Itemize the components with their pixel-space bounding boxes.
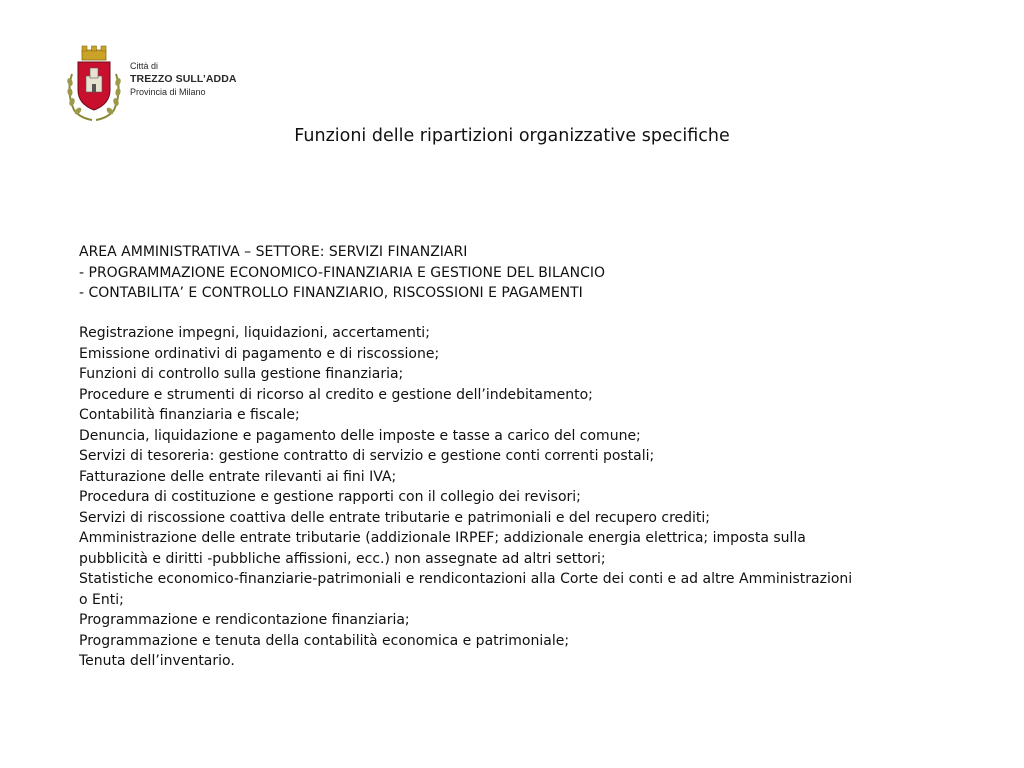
list-item: Contabilità finanziaria e fiscale; bbox=[79, 407, 300, 423]
list-item: Programmazione e rendicontazione finanziaria; bbox=[79, 612, 410, 628]
list-item: pubblicità e diritti -pubbliche affissioni, ecc.) non assegnate ad altri settori; bbox=[79, 550, 606, 567]
list-item: Fatturazione delle entrate rilevanti ai fini IVA; bbox=[79, 468, 397, 485]
list-item: Programmazione e tenuta della contabilità economica e patrimoniale; bbox=[79, 632, 570, 649]
list-item: Servizi di riscossione coattiva delle entrate tributarie e patrimoniali e del recupero crediti; bbox=[79, 509, 710, 526]
section-heading bbox=[79, 242, 605, 304]
logo-city-name: TREZZO SULL’ADDA bbox=[130, 73, 237, 85]
list-item: Emissione ordinativi di pagamento e di riscossione; bbox=[79, 345, 440, 362]
list-item: Tenuta dell’inventario. bbox=[79, 653, 235, 669]
list-item: Procedura di costituzione e gestione rapporti con il collegio dei revisori; bbox=[79, 489, 581, 505]
list-item: Servizi di tesoreria: gestione contratto di servizio e gestione conti correnti postali; bbox=[79, 448, 655, 464]
logo-province: Provincia di Milano bbox=[130, 87, 206, 97]
coat-of-arms-icon bbox=[66, 44, 122, 122]
functions-list bbox=[79, 323, 959, 672]
list-item: Denuncia, liquidazione e pagamento delle imposte e tasse a carico del comune; bbox=[79, 427, 641, 444]
heading-line: AREA AMMINISTRATIVA – SETTORE: SERVIZI FINANZIARI bbox=[79, 244, 468, 260]
list-item: o Enti; bbox=[79, 591, 124, 608]
list-item: Registrazione impegni, liquidazioni, accertamenti; bbox=[79, 325, 430, 341]
logo-text bbox=[130, 60, 237, 99]
list-item: Funzioni di controllo sulla gestione finanziaria; bbox=[79, 366, 404, 382]
municipality-logo bbox=[66, 44, 256, 124]
logo-city-prefix: Città di bbox=[130, 61, 159, 71]
heading-line: - PROGRAMMAZIONE ECONOMICO-FINANZIARIA E GESTIONE DEL BILANCIO bbox=[79, 264, 606, 281]
heading-line: - CONTABILITA’ E CONTROLLO FINANZIARIO, RISCOSSIONI E PAGAMENTI bbox=[79, 285, 583, 301]
page-title: Funzioni delle ripartizioni organizzative specifiche bbox=[294, 126, 730, 146]
list-item: Amministrazione delle entrate tributarie (addizionale IRPEF; addizionale energia elettrica; imposta sulla bbox=[79, 530, 806, 546]
list-item: Procedure e strumenti di ricorso al credito e gestione dell’indebitamento; bbox=[79, 386, 593, 403]
list-item: Statistiche economico-finanziarie-patrimoniali e rendicontazioni alla Corte dei conti e ad altre Amministrazioni bbox=[79, 571, 853, 587]
